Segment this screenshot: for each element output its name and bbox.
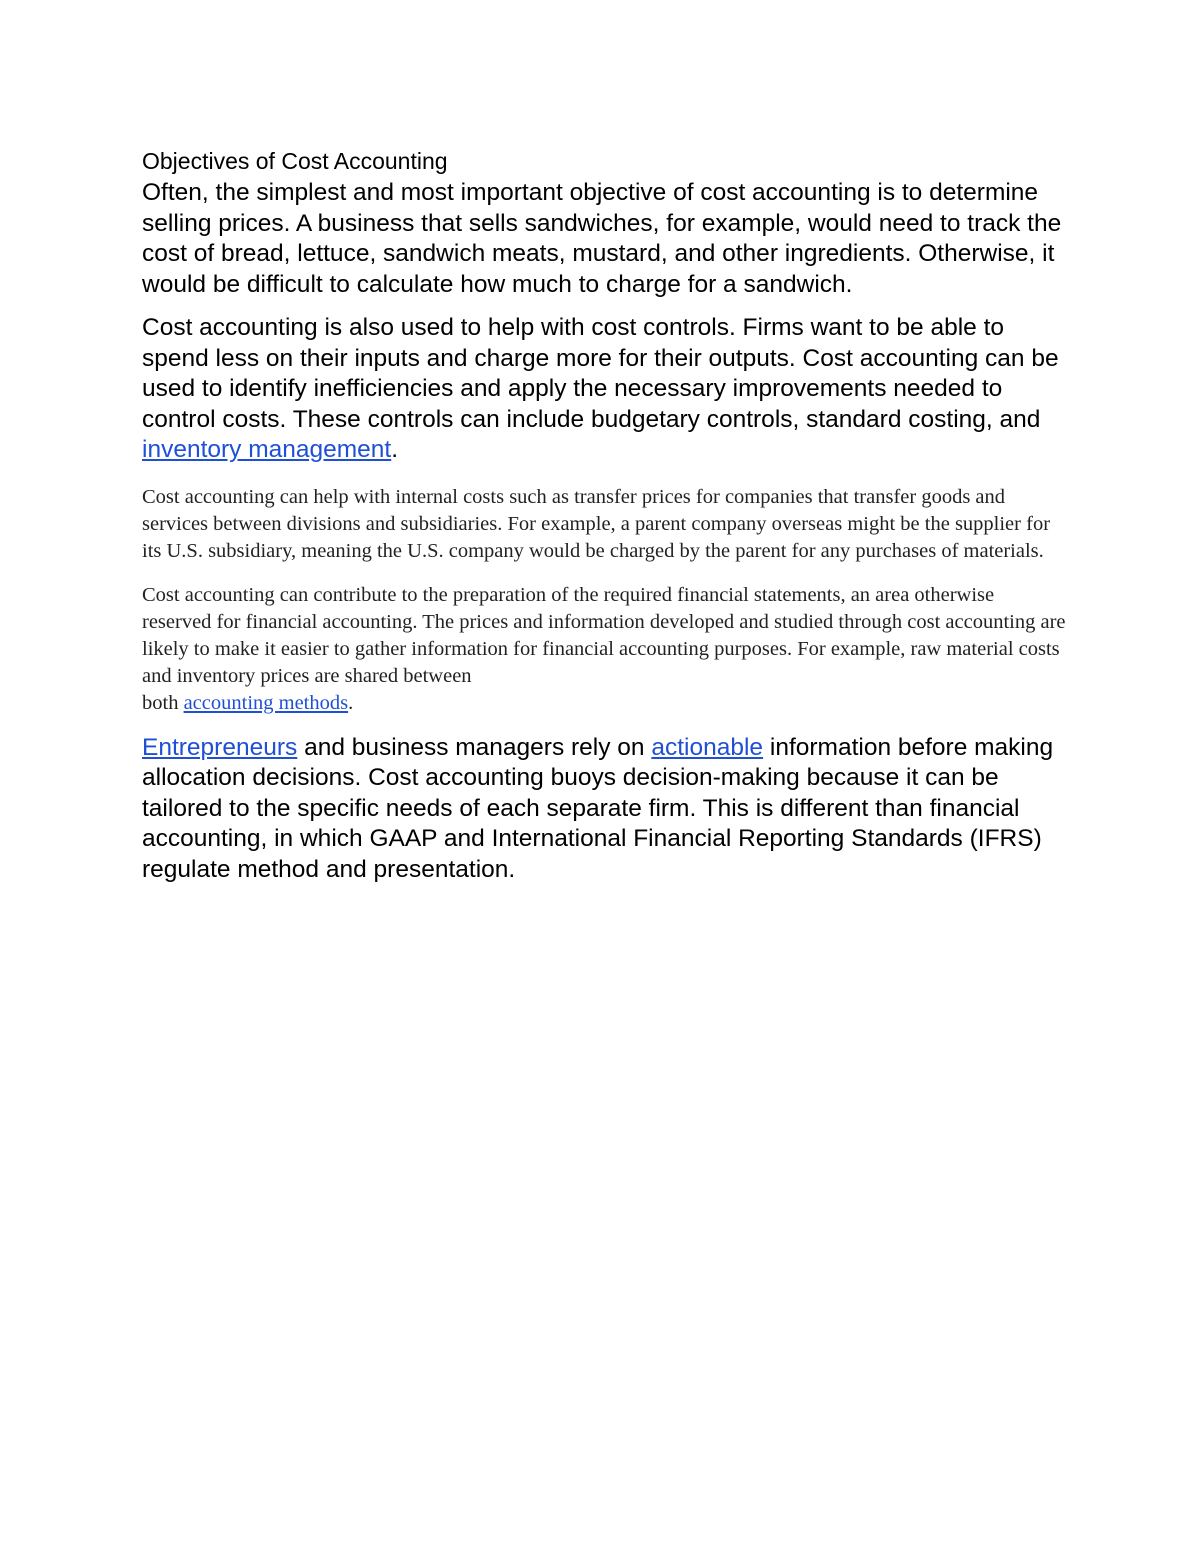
- document-page: [142, 146, 1067, 885]
- entrepreneurs-link[interactable]: Entrepreneurs: [142, 733, 298, 761]
- paragraph-cost-controls: [142, 313, 1067, 466]
- paragraph-financial-statements-text: Cost accounting can contribute to the preparation of the required financial statements, an area otherwise reserved for financial accounting. The prices and information developed and studied through cost accounting are likely to make it easier to gather information for financial accounting purposes. For example, raw material costs and inventory prices are shared between: [142, 583, 1066, 687]
- paragraph-financial-statements-both: both: [142, 691, 184, 714]
- paragraph-financial-statements-end: .: [348, 691, 354, 714]
- actionable-link[interactable]: actionable: [651, 733, 764, 761]
- paragraph-selling-prices: Often, the simplest and most important objective of cost accounting is to determine selling prices. A business that sells sandwiches, for example, would need to track the cost of bread, lettuce, sandwich meats, mustard, and other ingredients. Otherwise, it would be difficult to calculate how much to charge for a sandwich.: [142, 179, 1062, 298]
- paragraph-decision-making-mid: and business managers rely on: [297, 733, 652, 761]
- inventory-management-link[interactable]: inventory management: [142, 436, 392, 463]
- paragraph-internal-costs: Cost accounting can help with internal costs such as transfer prices for companies that transfer goods and services between divisions and subsidiaries. For example, a parent company overseas might be the supplier for its U.S. subsidiary, meaning the U.S. company would be charged by the parent for any purchases of materials.: [142, 485, 1051, 562]
- paragraph-decision-making-text: information before making allocation decisions. Cost accounting buoys decision-making because it can be tailored to the specific needs of each separate firm. This is different than financial accounting, in which GAAP and International Financial Reporting Standards (IFRS) regulate method and presentation.: [142, 733, 1054, 883]
- paragraph-decision-making: [142, 733, 1067, 886]
- paragraph-cost-controls-end: .: [391, 436, 399, 463]
- paragraph-financial-statements: [142, 582, 1067, 717]
- page-title: Objectives of Cost Accounting: [142, 148, 448, 174]
- accounting-methods-link[interactable]: accounting methods: [183, 691, 349, 714]
- paragraph-cost-controls-text: Cost accounting is also used to help with cost controls. Firms want to be able to spend less on their inputs and charge more for their outputs. Cost accounting can be used to identify inefficiencies and apply the necessary improvements needed to control costs. These controls can include budgetary controls, standard costing, and: [142, 314, 1059, 433]
